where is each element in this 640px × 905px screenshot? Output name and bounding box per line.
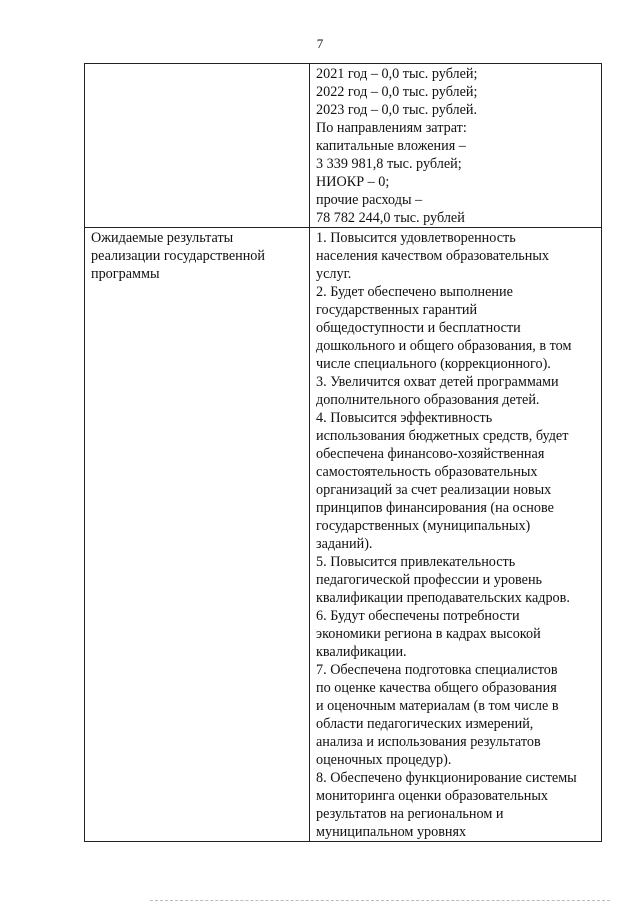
- content-line: заданий).: [316, 536, 373, 552]
- content-line: 2022 год – 0,0 тыс. рублей;: [316, 84, 478, 100]
- content-line: государственных гарантий: [316, 302, 478, 318]
- table-row-funding: [85, 64, 602, 228]
- content-line: государственных (муниципальных): [316, 518, 531, 534]
- content-line: 78 782 244,0 тыс. рублей: [316, 210, 465, 226]
- page-number: 7: [316, 36, 324, 51]
- content-line: самостоятельность образовательных: [316, 464, 538, 480]
- row-label-cell: [85, 64, 310, 228]
- content-line: оценочных процедур).: [316, 752, 452, 768]
- content-line: и оценочным материалам (в том числе в: [316, 698, 559, 714]
- content-line: 4. Повысится эффективность: [316, 410, 493, 426]
- footer-divider: [150, 900, 610, 901]
- content-line: По направлениям затрат:: [316, 120, 467, 136]
- content-line: населения качеством образовательных: [316, 248, 549, 264]
- content-line: квалификации преподавательских кадров.: [316, 590, 570, 606]
- content-line: обеспечена финансово-хозяйственная: [316, 446, 545, 462]
- content-line: муниципальном уровнях: [316, 824, 467, 840]
- content-line: 5. Повысится привлекательность: [316, 554, 516, 570]
- content-line: дополнительного образования детей.: [316, 392, 540, 408]
- content-line: анализа и использования результатов: [316, 734, 541, 750]
- content-line: услуг.: [316, 266, 352, 282]
- content-line: педагогической профессии и уровень: [316, 572, 543, 588]
- label-line: Ожидаемые результаты: [91, 230, 234, 246]
- passport-table: [84, 63, 602, 842]
- content-line: прочие расходы –: [316, 192, 423, 208]
- table-row-expected-results: [85, 228, 602, 842]
- row-content-cell: [310, 228, 602, 842]
- content-line: квалификации.: [316, 644, 407, 660]
- content-line: капитальные вложения –: [316, 138, 466, 154]
- content-line: дошкольного и общего образования, в том: [316, 338, 572, 354]
- label-line: реализации государственной: [91, 248, 265, 264]
- content-line: 2023 год – 0,0 тыс. рублей.: [316, 102, 478, 118]
- content-line: 1. Повысится удовлетворенность: [316, 230, 516, 246]
- content-line: 8. Обеспечено функционирование системы: [316, 770, 577, 786]
- content-line: экономики региона в кадрах высокой: [316, 626, 541, 642]
- content-line: 2. Будет обеспечено выполнение: [316, 284, 513, 300]
- label-line: программы: [91, 266, 160, 282]
- content-line: организаций за счет реализации новых: [316, 482, 552, 498]
- content-line: 2021 год – 0,0 тыс. рублей;: [316, 66, 478, 82]
- content-line: результатов на региональном и: [316, 806, 504, 822]
- content-line: области педагогических измерений,: [316, 716, 534, 732]
- content-line: 6. Будут обеспечены потребности: [316, 608, 520, 624]
- content-line: числе специального (коррекционного).: [316, 356, 551, 372]
- content-line: мониторинга оценки образовательных: [316, 788, 548, 804]
- content-line: принципов финансирования (на основе: [316, 500, 554, 516]
- content-line: общедоступности и бесплатности: [316, 320, 521, 336]
- row-label-cell: [85, 228, 310, 842]
- content-line: 3 339 981,8 тыс. рублей;: [316, 156, 462, 172]
- content-line: по оценке качества общего образования: [316, 680, 557, 696]
- content-line: использования бюджетных средств, будет: [316, 428, 569, 444]
- content-line: 7. Обеспечена подготовка специалистов: [316, 662, 558, 678]
- content-line: НИОКР – 0;: [316, 174, 390, 190]
- row-content-cell: [310, 64, 602, 228]
- content-line: 3. Увеличится охват детей программами: [316, 374, 559, 390]
